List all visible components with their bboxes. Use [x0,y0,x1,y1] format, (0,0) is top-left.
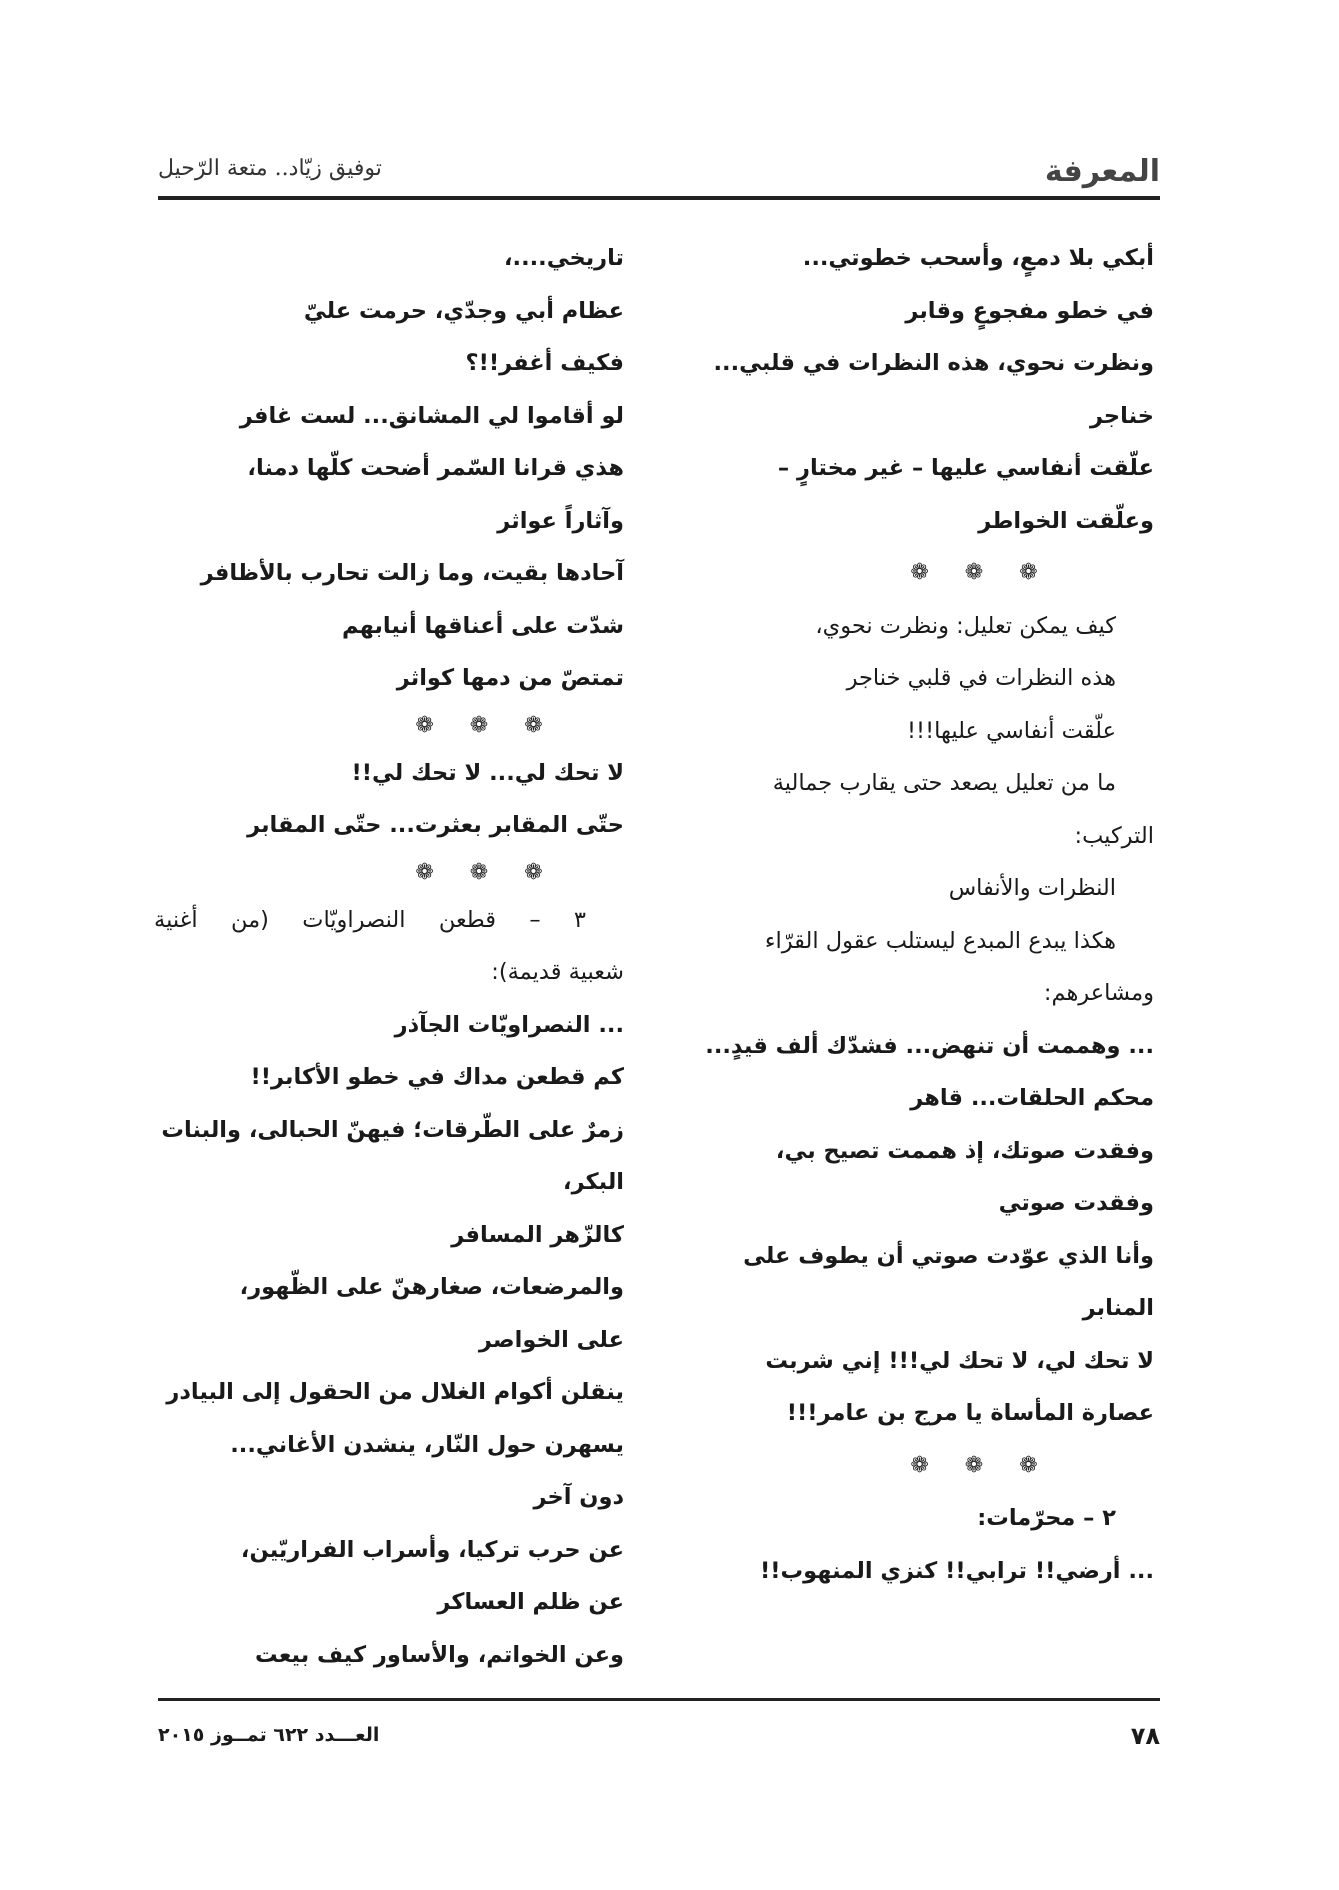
flower-ornament-icon: ❁ [469,712,489,738]
poem-line: المنابر [1082,1295,1154,1321]
poem-line: وعن الخواتم، والأساور كيف بيعت [255,1641,624,1668]
poem-line: ... وهممت أن تنهض... فشدّك ألف قيدٍ... [705,1032,1154,1059]
poem-line: كالزّهر المسافر [451,1221,624,1248]
page-number: ٧٨ [1130,1722,1160,1750]
poem-line: ... النصراويّات الجآذر [394,1011,624,1038]
flower-ornament-icon: ❁ [524,712,543,738]
poem-line: لا تحك لي، لا تحك لي!!! إني شربت [765,1347,1154,1374]
poem-line: يسهرن حول النّار، ينشدن الأغاني... [230,1431,624,1458]
poem-line: حتّى المقابر بعثرت... حتّى المقابر [247,812,624,838]
poem-line: في خطو مفجوعٍ وقابر [905,297,1154,324]
poem-line: البكر، [563,1169,624,1195]
prose-line: شعبية قديمة): [491,959,624,985]
poem-line: دون آخر [533,1484,624,1510]
poem-line: على الخواصر [478,1326,624,1353]
poem-line: لو أقاموا لي المشانق... لست غافر [239,402,624,429]
prose-line: هكذا يبدع المبدع ليستلب عقول القرّاء [764,927,1116,954]
poem-line: خناجر [1089,402,1154,429]
flower-ornament-icon: ❁ [469,859,489,885]
footer-rule [158,1698,1160,1701]
poem-line: تمتصّ من دمها كواثر [396,665,624,691]
poem-line: وأنا الذي عوّدت صوتي أن يطوف على [743,1242,1154,1269]
poem-line: علّقت أنفاسي عليها – غير مختارٍ – [777,455,1154,481]
flower-ornament-icon: ❁ [415,712,434,738]
poem-line: زمرٌ على الطّرقات؛ فيهنّ الحبالى، والبنات [161,1116,624,1143]
poem-line: ينقلن أكوام الغلال من الحقول إلى البيادر [166,1379,624,1405]
ornament-divider [734,1440,1154,1493]
right-column [705,232,1154,1597]
poem-line: محكم الحلقات... قاهر [910,1085,1154,1111]
poem-line: وآثاراً عواثر [497,507,624,534]
left-column [154,232,624,1681]
poem-line: شدّت على أعناقها أنيابهم [341,612,624,639]
poem-line: عن ظلم العساكر [437,1589,624,1615]
flower-ornament-icon: ❁ [1019,560,1038,585]
ornament-divider [154,852,624,894]
header-rule [158,196,1160,200]
poem-line: وعلّقت الخواطر [978,507,1154,534]
poem-line: كم قطعن مداك في خطو الأكابر!! [250,1064,624,1090]
prose-line: النظرات والأنفاس [948,875,1116,901]
flower-ornament-icon: ❁ [910,560,929,585]
flower-ornament-icon: ❁ [1019,1452,1038,1478]
flower-ornament-icon: ❁ [524,859,543,885]
prose-line: علّقت أنفاسي عليها!!! [907,717,1116,744]
poem-line: أبكي بلا دمعٍ، وأسحب خطوتي... [802,245,1154,271]
ornament-divider [734,547,1154,600]
poem-line: والمرضعات، صغارهنّ على الظّهور، [239,1274,624,1300]
issue-info: العـــدد ٦٢٢ تمــوز ٢٠١٥ [158,1724,380,1746]
prose-line: كيف يمكن تعليل: ونظرت نحوي، [815,612,1116,639]
magazine-logo: المعرفة [1044,154,1160,189]
poem-line: ونظرت نحوي، هذه النظرات في قلبي... [713,350,1154,376]
flower-ornament-icon: ❁ [910,1452,929,1478]
poem-line: وفقدت صوتك، إذ هممت تصيح بي، [775,1137,1154,1164]
flower-ornament-icon: ❁ [964,1452,984,1478]
poem-line: فكيف أغفر!!؟ [465,350,624,376]
poem-line: هذي قرانا السّمر أضحت كلّها دمنا، [247,455,624,481]
flower-ornament-icon: ❁ [964,560,984,585]
poem-line: وفقدت صوتي [998,1190,1154,1216]
prose-line: هذه النظرات في قلبي خناجر [846,665,1116,691]
poem-line: عن حرب تركيا، وأسراب الفراريّين، [240,1536,624,1563]
poem-line: ... أرضي!! ترابي!! كنزي المنهوب!! [760,1557,1154,1584]
page-footer [158,1722,1160,1758]
poem-line: آحادها بقيت، وما زالت تحارب بالأظافر [200,560,624,586]
flower-ornament-icon: ❁ [415,859,434,885]
poem-line: تاريخي....، [503,245,624,271]
section-heading: ٢ – محرّمات: [977,1505,1116,1531]
poem-line: لا تحك لي... لا تحك لي!! [351,759,624,786]
prose-line: التركيب: [1074,822,1154,849]
ornament-divider [154,705,624,747]
poem-line: عصارة المأساة يا مرج بن عامر!!! [786,1400,1154,1426]
prose-line: ما من تعليل يصعد حتى يقارب جمالية [772,770,1116,796]
prose-line: ومشاعرهم: [1043,980,1154,1006]
running-title: توفيق زيّاد.. متعة الرّحيل [158,156,382,181]
section-heading: ٣ – قطعن النصراويّات (من أغنية [154,906,586,933]
poem-line: عظام أبي وجدّي، حرمت عليّ [303,297,624,324]
page-header [158,150,1160,190]
